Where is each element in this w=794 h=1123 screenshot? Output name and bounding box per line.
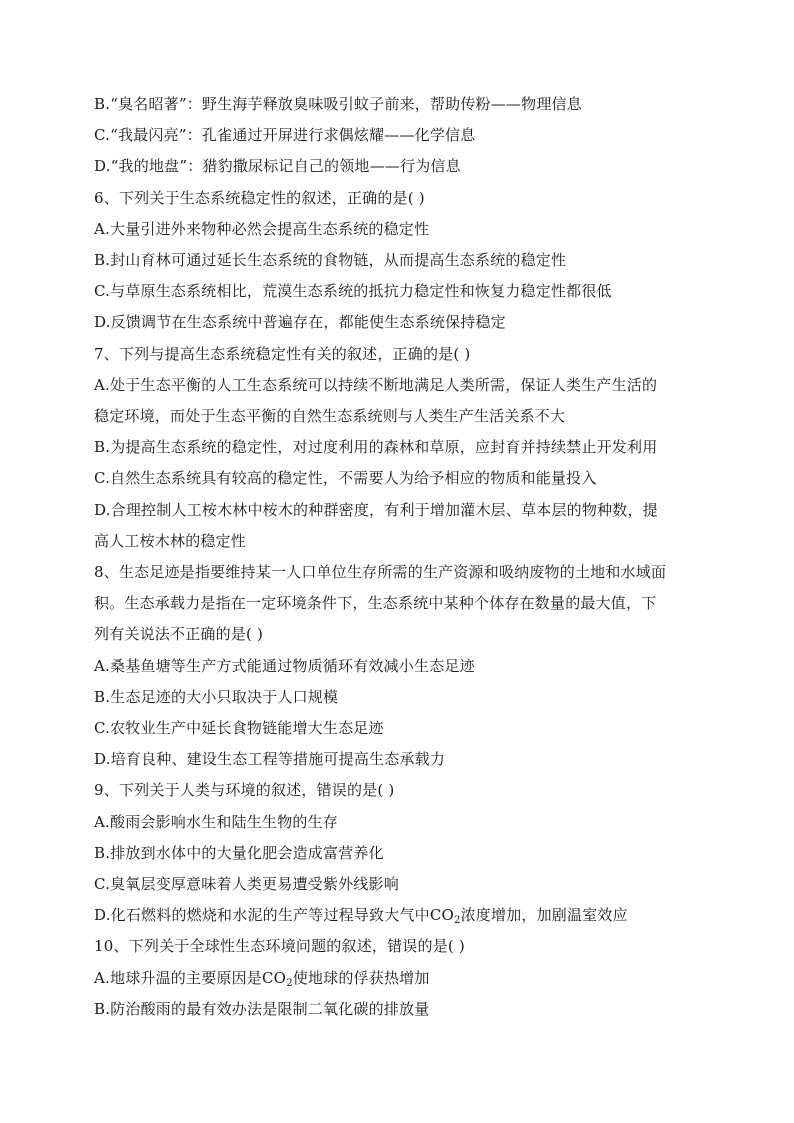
text-line: B.排放到水体中的大量化肥会造成富营养化: [94, 843, 384, 862]
text-line: 高人工桉木林的稳定性: [94, 531, 247, 550]
text-segment: 浓度增加，加剧温室效应: [460, 906, 628, 925]
text-line: B.“臭名昭著”：野生海芋释放臭味吸引蚊子前来，帮助传粉——物理信息: [94, 95, 582, 113]
text-line: [94, 905, 734, 925]
text-line: 稳定环境，而处于生态平衡的自然生态系统则与人类生产生活关系不大: [94, 407, 566, 425]
text-line: B.为提高生态系统的稳定性，对过度利用的森林和草原，应封育并持续禁止开发利用: [94, 438, 658, 457]
text-line: A.酸雨会影响水生和陆生生物的生存: [94, 812, 339, 831]
text-line: D.“我的地盘”：猎豹撒尿标记自己的领地——行为信息: [94, 157, 461, 176]
text-line: 9、下列关于人类与环境的叙述，错误的是( ): [94, 781, 395, 800]
text-line: C.自然生态系统具有较高的稳定性，不需要人为给予相应的物质和能量投入: [94, 469, 597, 488]
text-line: A.大量引进外来物种必然会提高生态系统的稳定性: [94, 219, 430, 238]
text-segment: A.地球升温的主要原因是CO: [94, 968, 287, 987]
text-line: 7、下列与提高生态系统稳定性有关的叙述，正确的是( ): [94, 344, 471, 363]
text-line: 6、下列关于生态系统稳定性的叙述，正确的是( ): [94, 188, 425, 207]
text-segment: 使地球的俘获热增加: [292, 968, 430, 987]
subscript: 2: [454, 915, 461, 927]
text-line: A.处于生态平衡的人工生态系统可以持续不断地满足人类所需，保证人类生产生活的: [94, 375, 658, 394]
text-line: D.培育良种、建设生态工程等措施可提高生态承载力: [94, 750, 446, 769]
text-line: D.合理控制人工桉木林中桉木的种群密度，有利于增加灌木层、草本层的物种数，提: [94, 500, 658, 519]
text-line: 10、下列关于全球性生态环境问题的叙述，错误的是( ): [94, 937, 465, 956]
text-line: C.与草原生态系统相比，荒漠生态系统的抵抗力稳定性和恢复力稳定性都很低: [94, 282, 612, 301]
text-line: B.防治酸雨的最有效办法是限制二氧化碳的排放量: [94, 999, 430, 1018]
text-line: C.“我最闪亮”：孔雀通过开屏进行求偶炫耀——化学信息: [94, 126, 476, 145]
text-segment: D.化石燃料的燃烧和水泥的生产等过程导致大气中CO: [94, 906, 455, 925]
text-line: C.农牧业生产中延长食物链能增大生态足迹: [94, 719, 384, 737]
text-line: D.反馈调节在生态系统中普遍存在，都能使生态系统保持稳定: [94, 313, 506, 332]
text-line: C.臭氧层变厚意味着人类更易遭受紫外线影响: [94, 875, 399, 893]
subscript: 2: [286, 977, 293, 989]
text-line: 8、生态足迹是指要维持某一人口单位生存所需的生产资源和吸纳废物的土地和水域面: [94, 563, 667, 581]
text-line: [94, 968, 734, 988]
text-line: B.封山育林可通过延长生态系统的食物链，从而提高生态系统的稳定性: [94, 251, 567, 269]
text-line: 列有关说法不正确的是( ): [94, 625, 264, 644]
text-line: 积。生态承载力是指在一定环境条件下，生态系统中某种个体存在数量的最大值，下: [94, 594, 657, 613]
text-line: B.生态足迹的大小只取决于人口规模: [94, 687, 339, 706]
text-line: A.桑基鱼塘等生产方式能通过物质循环有效减小生态足迹: [94, 656, 475, 675]
